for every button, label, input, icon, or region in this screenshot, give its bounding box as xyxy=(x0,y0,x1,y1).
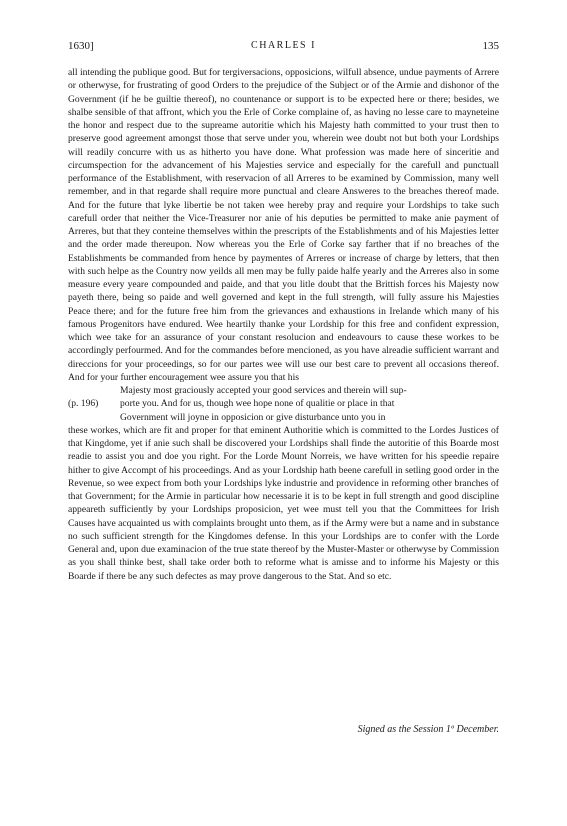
header-year: 1630] xyxy=(68,40,94,52)
running-header xyxy=(68,40,499,54)
header-title: CHARLES I xyxy=(251,40,316,51)
signature-line: Signed as the Session 1º December. xyxy=(357,724,499,735)
indented-line: porte you. And for us, though wee hope none of qualitie or place in that xyxy=(120,398,395,410)
header-page-number: 135 xyxy=(482,40,499,52)
marginal-note: (p. 196) xyxy=(68,398,99,409)
document-page xyxy=(68,40,499,735)
main-paragraph: all intending the publique good. But for tergiversacions, opposicions, wilfull absence, undue payments of Arrere or otherwyse, for frustrating of good Orders to the prejudice of the Subject or of the Armie and dishonor of the Government (if he be guiltie thereof), no countenance or support is to be expected here or there; besides, we shalbe sensible of that affront, which you the Erle of Corke complaine of, as having no lesse care to mayneteine the honor and respect due to the supreame autoritie which his Majesty hath committed to your trust then to preserve good agreement amongst those that serve under you, wherein wee doubt not but both your Lordships will readily concurre with us as hitherto you have done. What profession was made here of sinceritie and circumspection for the advancement of his Majesties service and especially for the carefull and punctuall performance of the Establishment, with reservacion of all Arreres to be examined by Commission, many well remember, and in that regarde shall require more punctual and cleare Answeres to the breaches thereof made. And for the future that lyke libertie be not taken wee hereby pray and require your Lordships to take such carefull order that neither the Vice-Treasurer nor anie of his deputies be permitted to make anie payment of Arreres, but that they conteine themselves within the prescripts of the Establishments and of his Majesties letter and the order made thereupon. Now whereas you the Erle of Corke say farther that if no breaches of the Establishments be commanded from hence by paymentes of Arreres or increase of charge by letters, that then with such helpe as the Country now yeilds all men may be fully paide halfe yearly and the Arreres also in some measure every yeare compounded and paide, and that you litle doubt that the Brittish forces his Majesty now payeth there, being so paide and well governed and kept in the full strength, will fully assure his Majesties Peace there; and for the future free him from the grievances and exhaustions in Irelande which many of his famous Progenitors have endured. Wee heartily thanke your Lordship for this free and confident expression, which wee take for an assurance of your constant resolucion and endeavours to cause these workes to be accordingly perfourmed. And for the commandes before mencioned, as you have alreadie sufficient warrant and direccions for your proceedings, so for our partes wee will use our best care to prevent all occasions thereof. And for your further encouragement wee assure you that his xyxy=(68,67,499,383)
indented-line: Government will joyne in opposicion or give disturbance unto you in xyxy=(120,411,386,423)
tail-paragraph: these workes, which are fit and proper for that eminent Authoritie which is committed to the Lordes Justices of that Kingdome, yet if anie such shall be discovered your Lordships shall finde the autoritie of this Boarde most readie to assist you and doe you right. For the Lorde Mount Norreis, we have written for his speedie repaire hither to give Accompt of his proceedings. And as your Lordship hath beene carefull in setling good order in the Revenue, so wee expect from both your Lordships lyke industrie and providence in reforming other branches of that Government; for the Armie in particular how necessarie it is to be kept in full strength and good discipline appeareth sufficiently by your Lordships proposicion, yet wee must tell you that the Committees for Irish Causes have acquainted us with complaints brought unto them, as if the Army were but a name and in substance no such sufficient strength for the Kingdomes defense. In this your Lordships are to confer with the Lorde General and, upon due examinacion of the true state thereof by the Muster-Master or otherwyse by Commission as you shall thinke best, shall take order both to reforme what is amisse and to informe his Majesty or this Boarde if there be any such defectes as may prove dangerous to the Stat. And so etc. xyxy=(68,424,499,582)
indented-lines xyxy=(68,384,499,424)
letter-body xyxy=(68,66,499,583)
faint-watermark: ◯ xyxy=(370,203,410,243)
indented-line: Majesty most graciously accepted your good services and therein will sup- xyxy=(120,385,407,396)
marginal-block xyxy=(68,384,499,424)
